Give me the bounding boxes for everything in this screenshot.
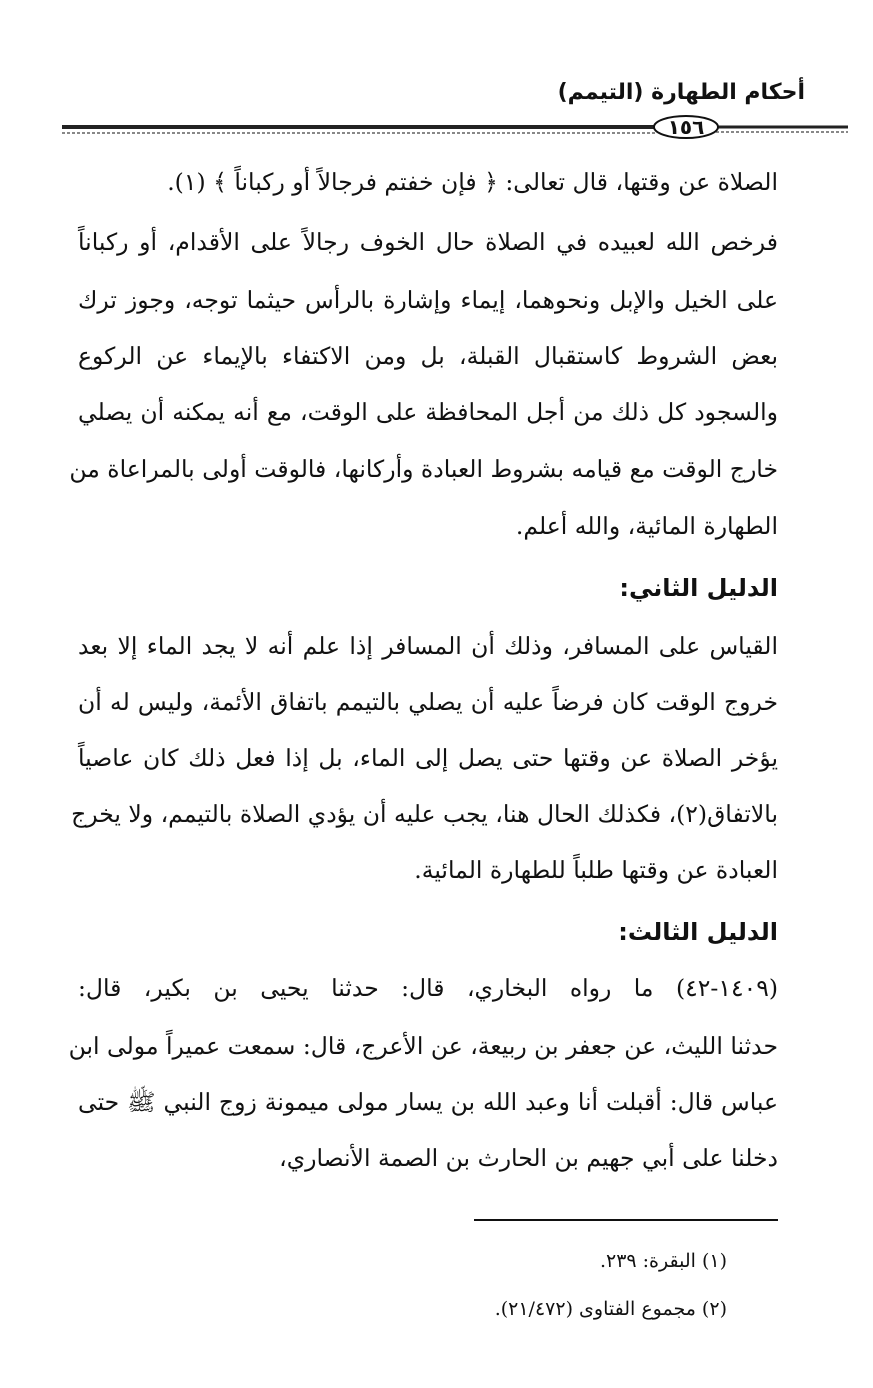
text-line: خروج الوقت كان فرضاً عليه أن يصلي بالتيمم باتفاق الأئمة، وليس له أن [78,688,778,716]
text-line: حدثنا الليث، عن جعفر بن ربيعة، عن الأعرج، قال: سمعت عميراً مولى ابن [68,1032,778,1060]
header-ornament-rule [62,115,848,139]
footnote-1: (١) البقرة: ٢٣٩. [599,1250,727,1272]
text-line: عباس قال: أقبلت أنا وعبد الله بن يسار مولى ميمونة زوج النبي ﷺ حتى [78,1088,778,1116]
text-line: (١٤٠٩-٤٢) ما رواه البخاري، قال: حدثنا يحيى بن بكير، قال: [78,974,778,1002]
text-line: خارج الوقت مع قيامه بشروط العبادة وأركانها، فالوقت أولى بالمراعاة من [69,455,778,483]
text-line: على الخيل والإبل ونحوهما، إيماء وإشارة بالرأس حيثما توجه، وجوز ترك [78,286,778,314]
text-line: الطهارة المائية، والله أعلم. [515,512,778,540]
text-line: بعض الشروط كاستقبال القبلة، بل ومن الاكتفاء بالإيماء عن الركوع [78,342,778,370]
section-heading: الدليل الثالث: [618,918,778,946]
text-line: والسجود كل ذلك من أجل المحافظة على الوقت، مع أنه يمكنه أن يصلي [78,398,778,426]
footnote-separator [474,1219,778,1221]
text-line: الصلاة عن وقتها، قال تعالى: ﴿ فإن خفتم فرجالاً أو ركباناً ﴾ (١). [167,168,778,196]
text-line: فرخص الله لعبيده في الصلاة حال الخوف رجالاً على الأقدام، أو ركباناً [78,228,778,256]
text-line: العبادة عن وقتها طلباً للطهارة المائية. [414,856,778,884]
footnote-2: (٢) مجموع الفتاوى (٢١/٤٧٢). [494,1298,727,1320]
text-line: يؤخر الصلاة عن وقتها حتى يصل إلى الماء، بل إذا فعل ذلك كان عاصياً [78,744,778,772]
running-header-title: أحكام الطهارة (التيمم) [557,80,805,105]
section-heading: الدليل الثاني: [619,574,778,602]
page-number: ١٥٦ [667,115,705,139]
text-line: القياس على المسافر، وذلك أن المسافر إذا علم أنه لا يجد الماء إلا بعد [78,632,778,660]
text-line: بالاتفاق(٢)، فكذلك الحال هنا، يجب عليه أن يؤدي الصلاة بالتيمم، ولا يخرج [71,800,778,828]
text-line: دخلنا على أبي جهيم بن الحارث بن الصمة الأنصاري، [279,1144,778,1172]
